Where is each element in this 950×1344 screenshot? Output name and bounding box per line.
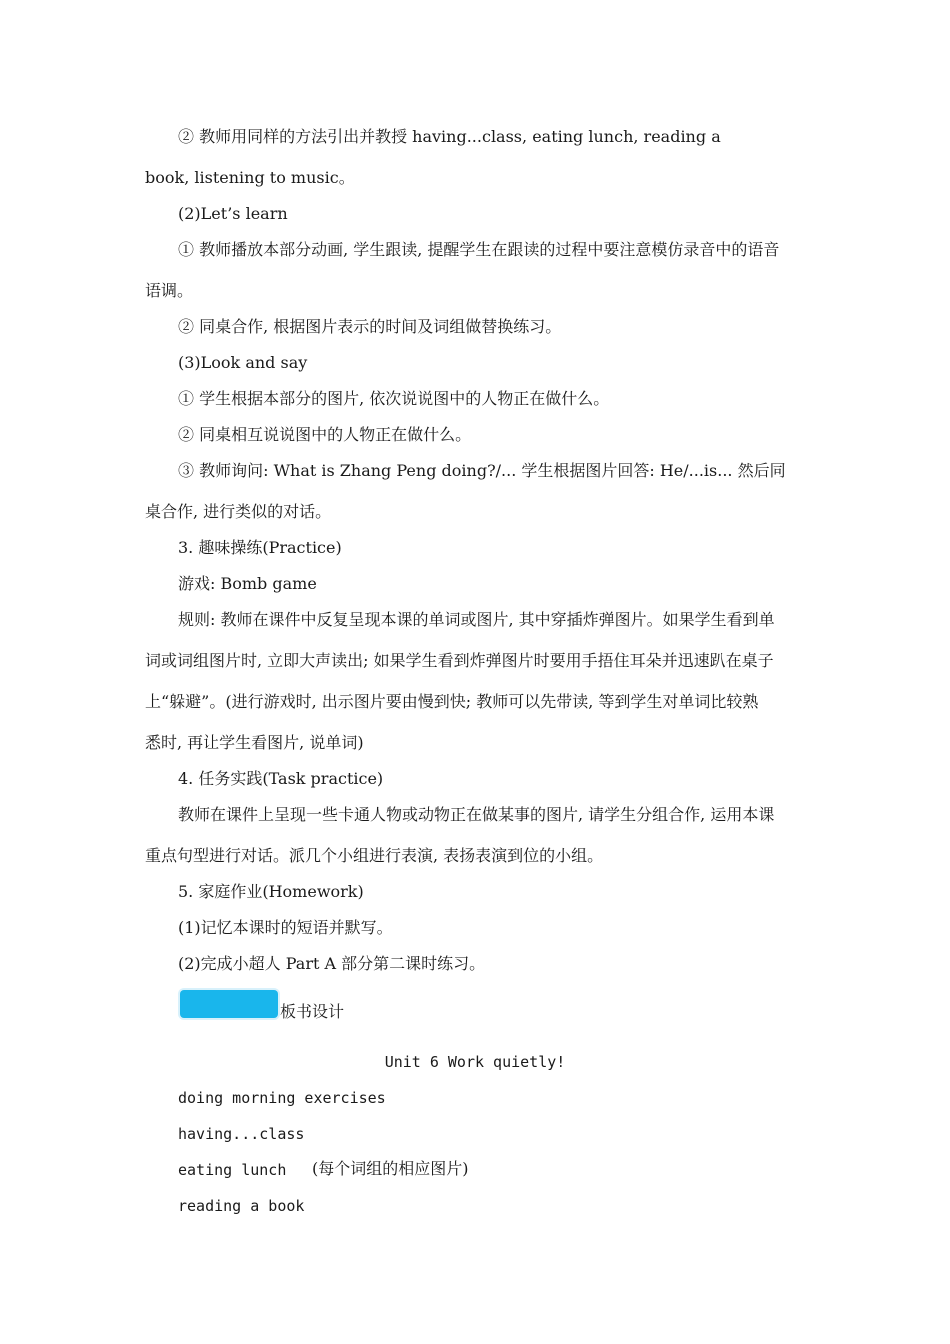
section-heading-practice: 3. 趣味操练(Practice)	[178, 538, 342, 557]
paragraph-line: 教师在课件上呈现一些卡通人物或动物正在做某事的图片, 请学生分组合作, 运用本课	[178, 805, 775, 824]
paragraph-line: book, listening to music。	[145, 168, 355, 187]
paragraph-line: ② 同桌相互说说图中的人物正在做什么。	[178, 425, 472, 444]
board-note: (每个词组的相应图片)	[312, 1159, 469, 1178]
section-heading-task: 4. 任务实践(Task practice)	[178, 769, 384, 788]
board-design-label: 板书设计	[280, 1002, 345, 1021]
board-item: eating lunch	[178, 1161, 287, 1179]
board-item: having...class	[178, 1125, 305, 1143]
section-tag-badge	[180, 990, 278, 1018]
paragraph-line: ② 同桌合作, 根据图片表示的时间及词组做替换练习。	[178, 317, 562, 336]
paragraph-line: 悉时, 再让学生看图片, 说单词)	[145, 733, 364, 752]
subsection-heading: (3)Look and say	[178, 353, 308, 372]
subsection-heading: (2)Let’s learn	[178, 204, 288, 223]
paragraph-line: 桌合作, 进行类似的对话。	[145, 502, 332, 521]
paragraph-line: 词或词组图片时, 立即大声读出; 如果学生看到炸弹图片时要用手捂住耳朵并迅速趴在桌子	[145, 651, 774, 670]
board-item: reading a book	[178, 1197, 305, 1215]
section-heading-homework: 5. 家庭作业(Homework)	[178, 882, 364, 901]
paragraph-line: ② 教师用同样的方法引出并教授 having...class, eating lunch, reading a	[178, 127, 721, 146]
paragraph-line: 规则: 教师在课件中反复呈现本课的单词或图片, 其中穿插炸弹图片。如果学生看到单	[178, 610, 775, 629]
paragraph-line: 上“躲避”。(进行游戏时, 出示图片要由慢到快; 教师可以先带读, 等到学生对单词比较熟	[145, 692, 759, 711]
paragraph-line: ③ 教师询问: What is Zhang Peng doing?/... 学生根据图片回答: He/...is... 然后同	[178, 461, 786, 480]
paragraph-line: ① 学生根据本部分的图片, 依次说说图中的人物正在做什么。	[178, 389, 610, 408]
game-name: 游戏: Bomb game	[178, 574, 317, 593]
paragraph-line: 语调。	[145, 281, 194, 300]
board-item: doing morning exercises	[178, 1089, 386, 1107]
homework-item: (2)完成小超人 Part A 部分第二课时练习。	[178, 954, 486, 973]
paragraph-line: ① 教师播放本部分动画, 学生跟读, 提醒学生在跟读的过程中要注意模仿录音中的语音	[178, 240, 780, 259]
homework-item: (1)记忆本课时的短语并默写。	[178, 918, 393, 937]
paragraph-line: 重点句型进行对话。派几个小组进行表演, 表扬表演到位的小组。	[145, 846, 604, 865]
board-title: Unit 6 Work quietly!	[384, 1053, 566, 1071]
